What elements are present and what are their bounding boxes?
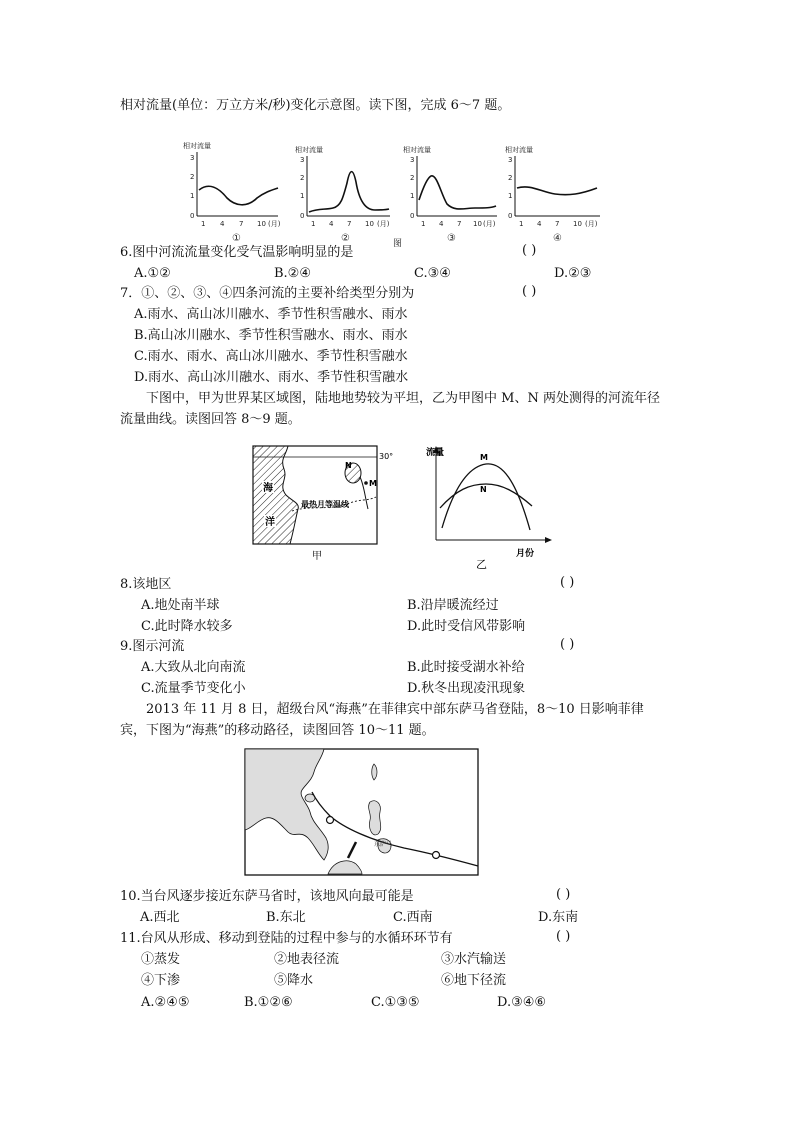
hydrograph-figure	[175, 138, 615, 248]
svg-text:2: 2	[300, 174, 305, 182]
q9-option-c[interactable]: C.流量季节变化小	[141, 681, 246, 696]
q11-option-b[interactable]: B.①②⑥	[244, 995, 293, 1010]
q8-option-b[interactable]: B.沿岸暖流经过	[407, 598, 499, 613]
svg-text:1: 1	[421, 220, 426, 228]
hydro-label-1: ①	[232, 233, 241, 244]
q11-option-d[interactable]: D.③④⑥	[497, 995, 547, 1010]
svg-text:(月): (月)	[377, 220, 390, 228]
svg-text:7: 7	[457, 220, 462, 228]
hydro-caption-stub: 图	[393, 239, 403, 249]
svg-text:1: 1	[410, 192, 415, 200]
ytick: 1	[190, 192, 195, 200]
q7-stem: 7．①、②、③、④四条河流的主要补给类型分别为	[120, 286, 415, 301]
ytick: 3	[190, 154, 195, 162]
latitude-label: 30°	[379, 452, 394, 461]
q6-option-a[interactable]: A.①②	[134, 266, 171, 281]
chart-yi-xlabel: 月份	[516, 549, 535, 559]
q10-answer-paren[interactable]: ( )	[556, 887, 571, 902]
q6-option-b[interactable]: B.②④	[274, 266, 311, 281]
q9-option-a[interactable]: A.大致从北向南流	[141, 660, 246, 675]
q10-option-c[interactable]: C.西南	[393, 910, 433, 925]
q11-item-4: ④下渗	[141, 973, 181, 988]
q8-answer-paren[interactable]: ( )	[560, 575, 575, 590]
q6-option-c[interactable]: C.③④	[414, 266, 451, 281]
map-jia	[250, 445, 394, 565]
q11-item-2: ②地表径流	[274, 952, 340, 967]
svg-text:0: 0	[300, 212, 305, 220]
hydro-label-3: ③	[447, 233, 456, 244]
intro-text-q8-9-line2: 流量曲线。读图回答 8～9 题。	[120, 412, 301, 427]
q9-stem: 9.图示河流	[120, 639, 185, 654]
curve-m-label: M	[480, 453, 488, 462]
hydrograph-3	[403, 145, 497, 244]
svg-text:1: 1	[519, 220, 524, 228]
intro-text-q8-9-line1: 下图中，甲为世界某区域图，陆地地势较为平坦，乙为甲图中 M、N 两处测得的河流年径	[146, 391, 660, 406]
curve-n-label: N	[480, 485, 487, 494]
intro-text-q10-11-line2: 宾，下图为“海燕”的移动路径，读图回答 10～11 题。	[120, 723, 435, 738]
chart-yi	[426, 440, 556, 570]
q8-stem: 8.该地区	[120, 577, 172, 592]
svg-text:10: 10	[257, 220, 266, 228]
q11-item-1: ①蒸发	[141, 952, 181, 967]
q9-option-b[interactable]: B.此时接受湖水补给	[407, 660, 525, 675]
q7-answer-paren[interactable]: ( )	[522, 284, 537, 299]
svg-text:10: 10	[365, 220, 374, 228]
isotherm-label: 最热月等温线	[301, 500, 349, 509]
svg-text:4: 4	[220, 220, 225, 228]
hydro-label-2: ②	[341, 233, 350, 244]
hydro-label-4: ④	[553, 233, 562, 244]
q11-option-c[interactable]: C.①③⑤	[371, 995, 420, 1010]
svg-text:(月): (月)	[483, 220, 496, 228]
hydrograph-2	[295, 145, 390, 244]
q10-option-a[interactable]: A.西北	[140, 910, 180, 925]
svg-text:1: 1	[311, 220, 316, 228]
curve-m	[442, 464, 530, 530]
hydrograph-4	[505, 145, 600, 244]
q10-option-b[interactable]: B.东北	[266, 910, 306, 925]
svg-text:3: 3	[508, 156, 513, 164]
chart-yi-ylabel: 流量	[426, 448, 445, 458]
map-jia-caption: 甲	[312, 551, 322, 562]
q8-option-d[interactable]: D.此时受信风带影响	[407, 619, 526, 634]
q7-option-a[interactable]: A.雨水、高山冰川融水、季节性积雪融水、雨水	[134, 307, 408, 322]
svg-text:1: 1	[300, 192, 305, 200]
intro-text-q6-7: 相对流量(单位：万立方米/秒)变化示意图。读下图，完成 6～7 题。	[120, 98, 511, 113]
svg-text:2: 2	[508, 174, 513, 182]
svg-text:10: 10	[473, 220, 482, 228]
typhoon-track-map	[244, 748, 480, 878]
svg-text:3: 3	[300, 156, 305, 164]
svg-text:4: 4	[537, 220, 542, 228]
q6-option-d[interactable]: D.②③	[554, 266, 592, 281]
svg-text:(月): (月)	[268, 220, 281, 228]
q7-option-b[interactable]: B.高山冰川融水、季节性积雪融水、雨水、雨水	[134, 328, 408, 343]
svg-text:1: 1	[201, 220, 206, 228]
q10-option-d[interactable]: D.东南	[538, 910, 579, 925]
svg-text:3: 3	[410, 156, 415, 164]
ytick: 2	[190, 173, 195, 181]
q11-item-5: ⑤降水	[274, 973, 314, 988]
svg-text:相对流量: 相对流量	[505, 146, 533, 154]
ocean-label: 洋	[265, 517, 275, 528]
svg-text:10: 10	[573, 220, 582, 228]
q11-item-3: ③水汽输送	[441, 952, 507, 967]
svg-text:0: 0	[410, 212, 415, 220]
q8-option-c[interactable]: C.此时降水较多	[141, 619, 233, 634]
map-place-label: 东萨马	[374, 841, 393, 848]
chart-yi-caption: 乙	[476, 558, 487, 571]
svg-text:7: 7	[239, 220, 244, 228]
svg-text:1: 1	[508, 192, 513, 200]
svg-text:4: 4	[329, 220, 334, 228]
q10-stem: 10.当台风逐步接近东萨马省时，该地风向最可能是	[120, 889, 414, 904]
svg-text:0: 0	[508, 212, 513, 220]
q11-answer-paren[interactable]: ( )	[556, 929, 571, 944]
q8-option-a[interactable]: A.地处南半球	[141, 598, 220, 613]
ytick: 0	[190, 212, 195, 220]
map-point-n: N	[345, 461, 352, 470]
q7-option-c[interactable]: C.雨水、雨水、高山冰川融水、季节性积雪融水	[134, 349, 408, 364]
svg-text:2: 2	[410, 174, 415, 182]
hydrograph-1	[183, 141, 281, 244]
svg-text:(月): (月)	[585, 220, 598, 228]
svg-text:7: 7	[347, 220, 352, 228]
q9-answer-paren[interactable]: ( )	[560, 637, 575, 652]
q6-answer-paren[interactable]: ( )	[522, 243, 537, 258]
sea-label: 海	[263, 483, 273, 494]
svg-text:相对流量: 相对流量	[403, 146, 431, 154]
intro-text-q10-11-line1: 2013 年 11 月 8 日，超级台风“海燕”在菲律宾中部东萨马省登陆，8～10 日影响菲律	[146, 702, 644, 717]
map-point-m: M	[369, 479, 377, 488]
q11-item-6: ⑥地下径流	[441, 973, 507, 988]
svg-text:相对流量: 相对流量	[295, 146, 323, 154]
svg-text:4: 4	[439, 220, 444, 228]
q6-stem: 6.图中河流流量变化受气温影响明显的是	[120, 245, 354, 260]
q7-option-d[interactable]: D.雨水、高山冰川融水、雨水、季节性积雪融水	[134, 370, 409, 385]
hydro1-ylabel: 相对流量	[183, 142, 211, 150]
q9-option-d[interactable]: D.秋冬出现凌汛现象	[407, 681, 526, 696]
q11-stem: 11.台风从形成、移动到登陆的过程中参与的水循环环节有	[120, 931, 453, 946]
svg-text:7: 7	[555, 220, 560, 228]
q11-option-a[interactable]: A.②④⑤	[141, 995, 190, 1010]
